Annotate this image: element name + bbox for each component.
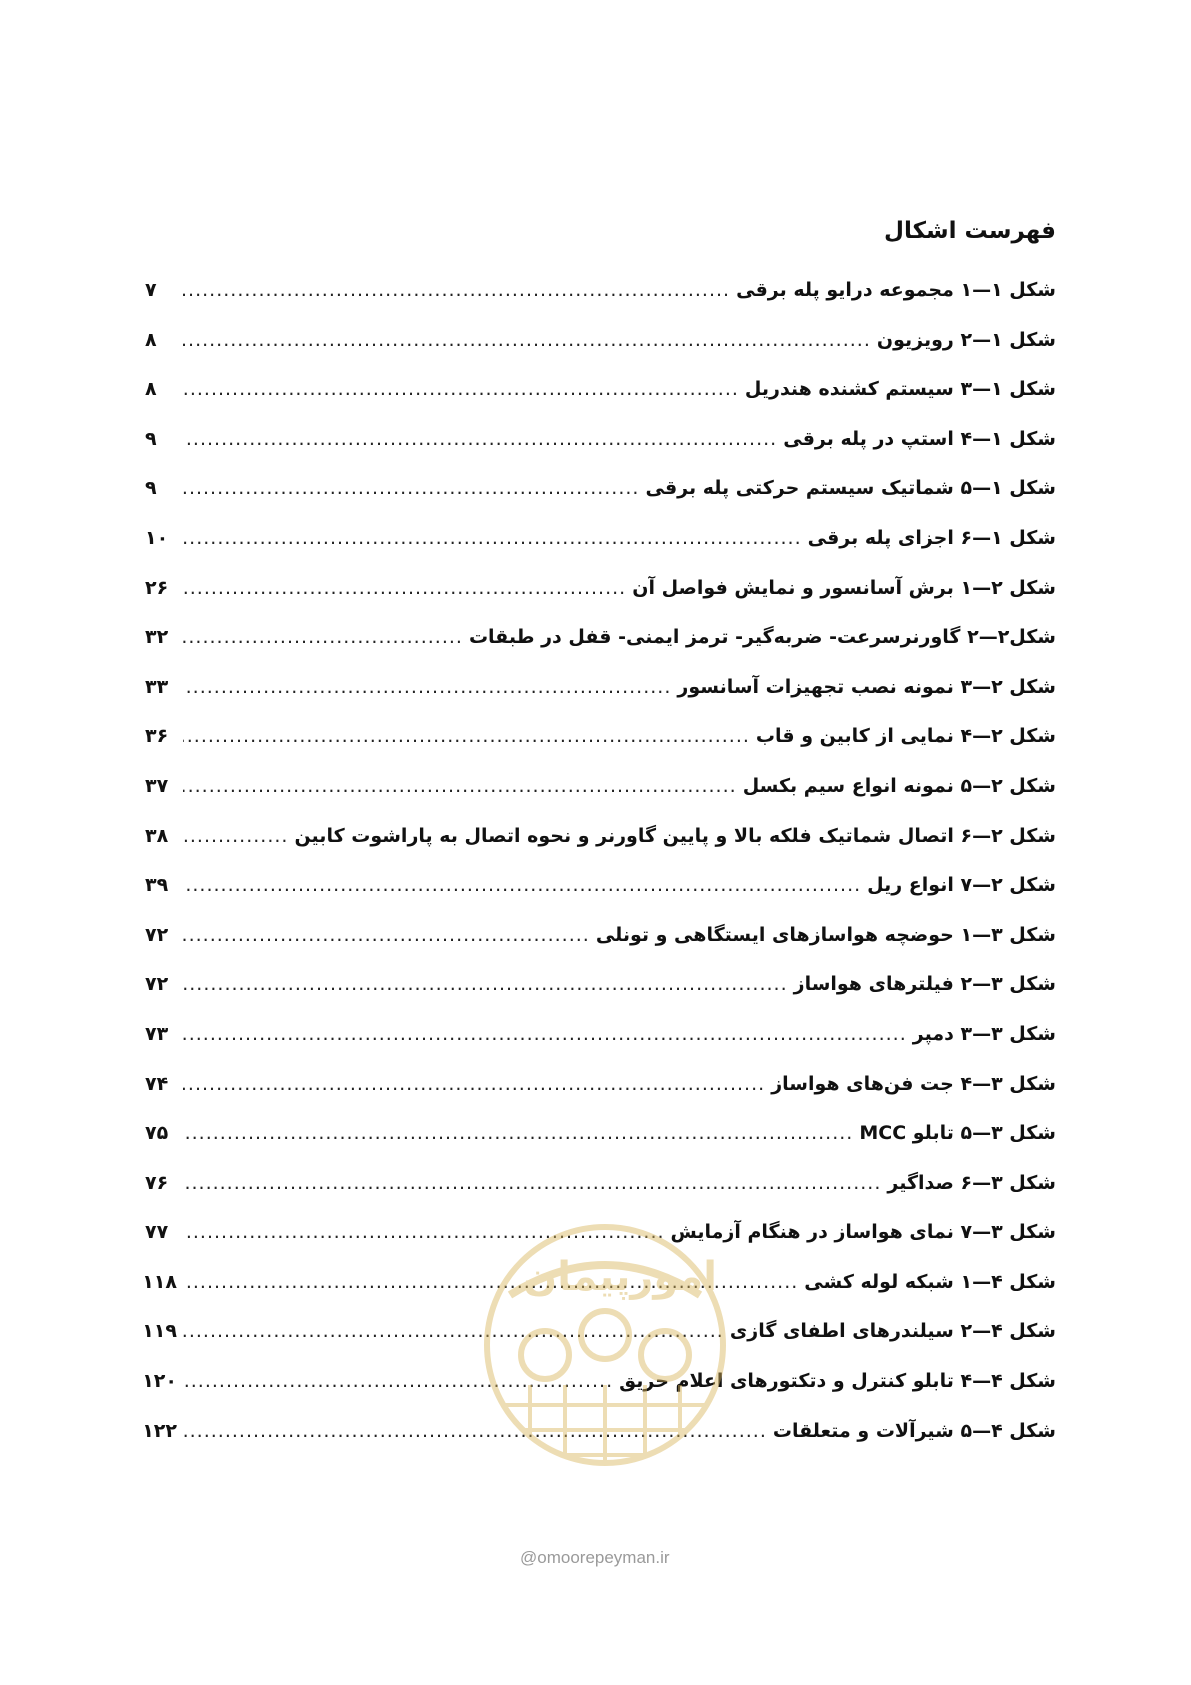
toc-entry-page: ۷۲: [145, 973, 169, 996]
toc-entry: [145, 427, 1056, 477]
toc-dot-leader: [183, 427, 777, 451]
toc-dot-leader: [183, 377, 739, 401]
toc-dot-leader: [183, 824, 288, 848]
toc-dot-leader: [183, 278, 730, 302]
toc-dot-leader: [183, 774, 737, 798]
toc-entry-page: ۷۳: [145, 1022, 169, 1045]
toc-entry-page: ۷۷: [145, 1221, 169, 1244]
toc-entry: [145, 576, 1056, 626]
toc-dot-leader: [183, 625, 463, 649]
toc-entry-label: شکل ۳—۳ دمپر: [912, 1022, 1056, 1045]
toc-entry-label: شکل ۴—۲ سیلندرهای اطفای گازی: [729, 1320, 1056, 1343]
toc-entry-label: شکل ۱—۵ شماتیک سیستم حرکتی پله برقی: [645, 477, 1056, 500]
toc-entry: [145, 824, 1056, 874]
toc-entry: [145, 724, 1056, 774]
toc-entry-label: شکل ۲—۱ برش آسانسور و نمایش فواصل آن: [632, 576, 1056, 599]
toc-title: فهرست اشکال: [884, 218, 1056, 244]
toc-dot-leader: [183, 476, 639, 500]
toc-entry-label: شکل ۳—۱ حوضچه هواسازهای ایستگاهی و تونلی: [595, 923, 1056, 946]
toc-entry: [145, 675, 1056, 725]
toc-entry-label: شکل ۱—۶ اجزای پله برقی: [807, 526, 1056, 549]
toc-entry-page: ۸: [145, 378, 157, 401]
toc-entry-page: ۷۴: [145, 1072, 169, 1095]
toc-entry-label: شکل ۲—۵ نمونه انواع سیم بکسل: [742, 774, 1056, 797]
toc-entry-label: شکل ۴—۱ شبکه لوله کشی: [804, 1270, 1056, 1293]
toc-entry-page: ۹: [145, 477, 157, 500]
toc-entry: [145, 774, 1056, 824]
toc-entry: [145, 476, 1056, 526]
watermark-logo-icon: [470, 1215, 740, 1515]
toc-entry-page: ۷۶: [145, 1171, 169, 1194]
watermark-text: امورپیمان: [523, 1254, 717, 1300]
toc-entry-label: شکل ۲—۳ نمونه نصب تجهیزات آسانسور: [677, 675, 1056, 698]
toc-entry: [145, 625, 1056, 675]
toc-entry-label: شکل ۱—۴ استپ در پله برقی: [783, 427, 1056, 450]
toc-entry-page: ۳۹: [145, 874, 169, 897]
toc-entry-page: ۷۲: [145, 923, 169, 946]
toc-entry-label: شکل ۲—۷ انواع ریل: [867, 874, 1056, 897]
toc-entry-label: شکل ۴—۵ شیرآلات و متعلقات: [772, 1419, 1056, 1442]
toc-entry-page: ۱۱۹: [142, 1320, 177, 1343]
toc-entry: [145, 972, 1056, 1022]
toc-dot-leader: [183, 1072, 765, 1096]
toc-entry: [145, 1121, 1056, 1171]
toc-entry-label: شکل ۳—۴ جت فن‌های هواساز: [771, 1072, 1056, 1095]
toc-dot-leader: [183, 526, 802, 550]
toc-dot-leader: [183, 724, 750, 748]
toc-entry-label: شکل ۲—۴ نمایی از کابین و قاب: [755, 725, 1056, 748]
toc-entry-page: ۸: [145, 328, 157, 351]
toc-entry-page: ۳۷: [145, 774, 169, 797]
toc-entry-label: شکل ۳—۲ فیلترهای هواساز: [793, 973, 1056, 996]
toc-entry-page: ۱۱۸: [142, 1270, 177, 1293]
toc-entry-page: ۷۵: [145, 1122, 169, 1145]
toc-entry: [145, 923, 1056, 973]
toc-entry-label: شکل ۱—۲ رویزیون: [876, 328, 1056, 351]
toc-entry-page: ۳۶: [145, 725, 169, 748]
toc-entry: [145, 873, 1056, 923]
toc-entry: [145, 328, 1056, 378]
toc-dot-leader: [183, 873, 861, 897]
toc-entry-label: شکل ۳—۷ نمای هواساز در هنگام آزمایش: [670, 1221, 1056, 1244]
toc-entry-label: شکل ۳—۵ تابلو MCC: [859, 1122, 1056, 1145]
toc-entry-label: شکل ۲—۶ اتصال شماتیک فلکه بالا و پایین گاورنر و نحوه اتصال به پاراشوت کابین: [294, 824, 1056, 847]
toc-entry: [145, 1072, 1056, 1122]
toc-entry-label: شکل ۴—۴ تابلو کنترل و دتکتورهای اعلام حریق: [619, 1370, 1056, 1393]
watermark-url: @omoorepeyman.ir: [520, 1548, 670, 1567]
toc-entry-label: شکل۲—۲ گاورنرسرعت- ضربه‌گیر- ترمز ایمنی- قفل در طبقات: [468, 626, 1056, 649]
toc-dot-leader: [183, 923, 590, 947]
toc-entry: [145, 1022, 1056, 1072]
toc-entry-page: ۷: [145, 279, 157, 301]
toc-entry: [145, 377, 1056, 427]
toc-dot-leader: [183, 328, 871, 352]
toc-entry-label: شکل ۱—۱ مجموعه درایو پله برقی: [736, 279, 1056, 301]
toc-dot-leader: [183, 1171, 881, 1195]
toc-dot-leader: [183, 972, 788, 996]
toc-entry-page: ۲۶: [145, 576, 169, 599]
toc-entry-page: ۱۲۰: [142, 1370, 177, 1393]
toc-entry: [145, 278, 1056, 328]
toc-entry-page: ۱۰: [145, 526, 169, 549]
toc-entry: [145, 1171, 1056, 1221]
toc-entry-page: ۳۳: [145, 675, 169, 698]
toc-dot-leader: [183, 1121, 853, 1145]
toc-entry-page: ۳۲: [145, 626, 169, 649]
toc-entry-page: ۱۲۲: [142, 1419, 177, 1442]
toc-entry-page: ۹: [145, 427, 157, 450]
toc-dot-leader: [183, 1022, 907, 1046]
toc-dot-leader: [183, 576, 626, 600]
toc-entry-label: شکل ۱—۳ سیستم کشنده هندریل: [744, 378, 1056, 401]
toc-entry: [145, 526, 1056, 576]
toc-entry-label: شکل ۳—۶ صداگیر: [887, 1171, 1056, 1194]
toc-dot-leader: [183, 675, 671, 699]
toc-entry-page: ۳۸: [145, 824, 169, 847]
